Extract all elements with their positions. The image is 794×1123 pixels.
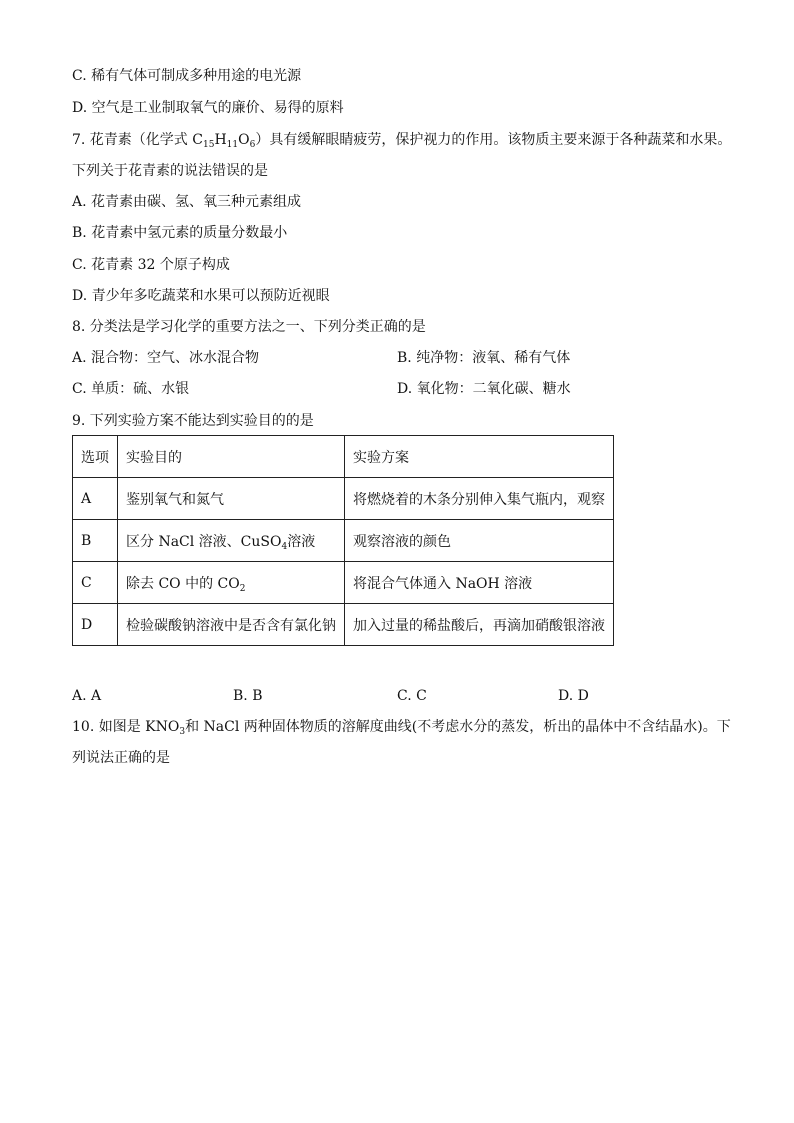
q9-answer-c: C. C <box>397 688 427 704</box>
q7-formula-o: O <box>238 132 250 148</box>
q9-stem: 9. 下列实验方案不能达到实验目的的是 <box>72 413 314 429</box>
row-option: A <box>73 478 118 520</box>
q9-answer-a: A. A <box>72 688 102 704</box>
row-purpose-pre: 除去 CO 中的 CO <box>126 575 240 592</box>
q8-option-d: D. 氧化物：二氧化碳、糖水 <box>397 381 571 397</box>
q7-stem-suffix: ）具有缓解眼睛疲劳，保护视力的作用。该物质主要来源于各种蔬菜和水果。 <box>255 132 732 148</box>
q7-option-a: A. 花青素由碳、氢、氧三种元素组成 <box>72 194 302 210</box>
row-purpose <box>118 520 345 562</box>
q7-formula-h: H <box>214 132 227 148</box>
q7-stem-line2: 下列关于花青素的说法错误的是 <box>72 163 268 179</box>
q7-option-d: D. 青少年多吃蔬菜和水果可以预防近视眼 <box>72 288 330 304</box>
q8-option-b: B. 纯净物：液氧、稀有气体 <box>397 350 571 366</box>
row-plan: 将混合气体通入 NaOH 溶液 <box>345 562 614 604</box>
table-row <box>73 478 614 520</box>
header-plan: 实验方案 <box>345 436 614 478</box>
row-plan: 将燃烧着的木条分别伸入集气瓶内，观察 <box>345 478 614 520</box>
row-purpose-sub: 4 <box>281 541 288 552</box>
row-purpose: 鉴别氧气和氮气 <box>118 478 345 520</box>
row-purpose: 检验碳酸钠溶液中是否含有氯化钠 <box>118 604 345 646</box>
q7-formula-o-count: 6 <box>249 140 256 150</box>
table-row <box>73 562 614 604</box>
q10-stem-line2: 列说法正确的是 <box>72 750 170 766</box>
q8-option-c: C. 单质：硫、水银 <box>72 381 190 397</box>
table-row <box>73 604 614 646</box>
row-purpose-pre: 区分 NaCl 溶液、CuSO <box>126 533 282 550</box>
row-purpose-post: 溶液 <box>287 533 316 550</box>
q9-answer-b: B. B <box>233 688 263 704</box>
q9-table <box>72 435 614 646</box>
q10-formula-sub: 3 <box>179 727 186 737</box>
q6-option-d: D. 空气是工业制取氧气的廉价、易得的原料 <box>72 100 344 116</box>
q8-stem: 8. 分类法是学习化学的重要方法之一、下列分类正确的是 <box>72 319 426 335</box>
row-purpose-sub: 2 <box>239 583 246 594</box>
row-purpose <box>118 562 345 604</box>
q7-option-c: C. 花青素 32 个原子构成 <box>72 257 230 273</box>
row-option: C <box>73 562 118 604</box>
row-option: B <box>73 520 118 562</box>
q7-option-b: B. 花青素中氢元素的质量分数最小 <box>72 225 288 241</box>
q10-stem-prefix: 10. 如图是 KNO <box>72 719 180 735</box>
row-plan: 观察溶液的颜色 <box>345 520 614 562</box>
q6-option-c: C. 稀有气体可制成多种用途的电光源 <box>72 68 302 84</box>
q10-stem <box>72 717 731 737</box>
q7-formula-h-count: 11 <box>226 140 239 150</box>
table-row <box>73 520 614 562</box>
q10-stem-suffix: 和 NaCl 两种固体物质的溶解度曲线(不考虑水分的蒸发，析出的晶体中不含结晶水)。下 <box>185 719 731 735</box>
row-option: D <box>73 604 118 646</box>
q7-stem <box>72 130 731 150</box>
q8-option-a: A. 混合物：空气、冰水混合物 <box>72 350 260 366</box>
header-option: 选项 <box>73 436 118 478</box>
q7-formula-c-count: 15 <box>202 140 215 150</box>
q7-stem-prefix: 7. 花青素（化学式 C <box>72 132 203 148</box>
q9-answer-d: D. D <box>558 688 589 704</box>
header-purpose: 实验目的 <box>118 436 345 478</box>
row-plan: 加入过量的稀盐酸后，再滴加硝酸银溶液 <box>345 604 614 646</box>
table-header-row <box>73 436 614 478</box>
